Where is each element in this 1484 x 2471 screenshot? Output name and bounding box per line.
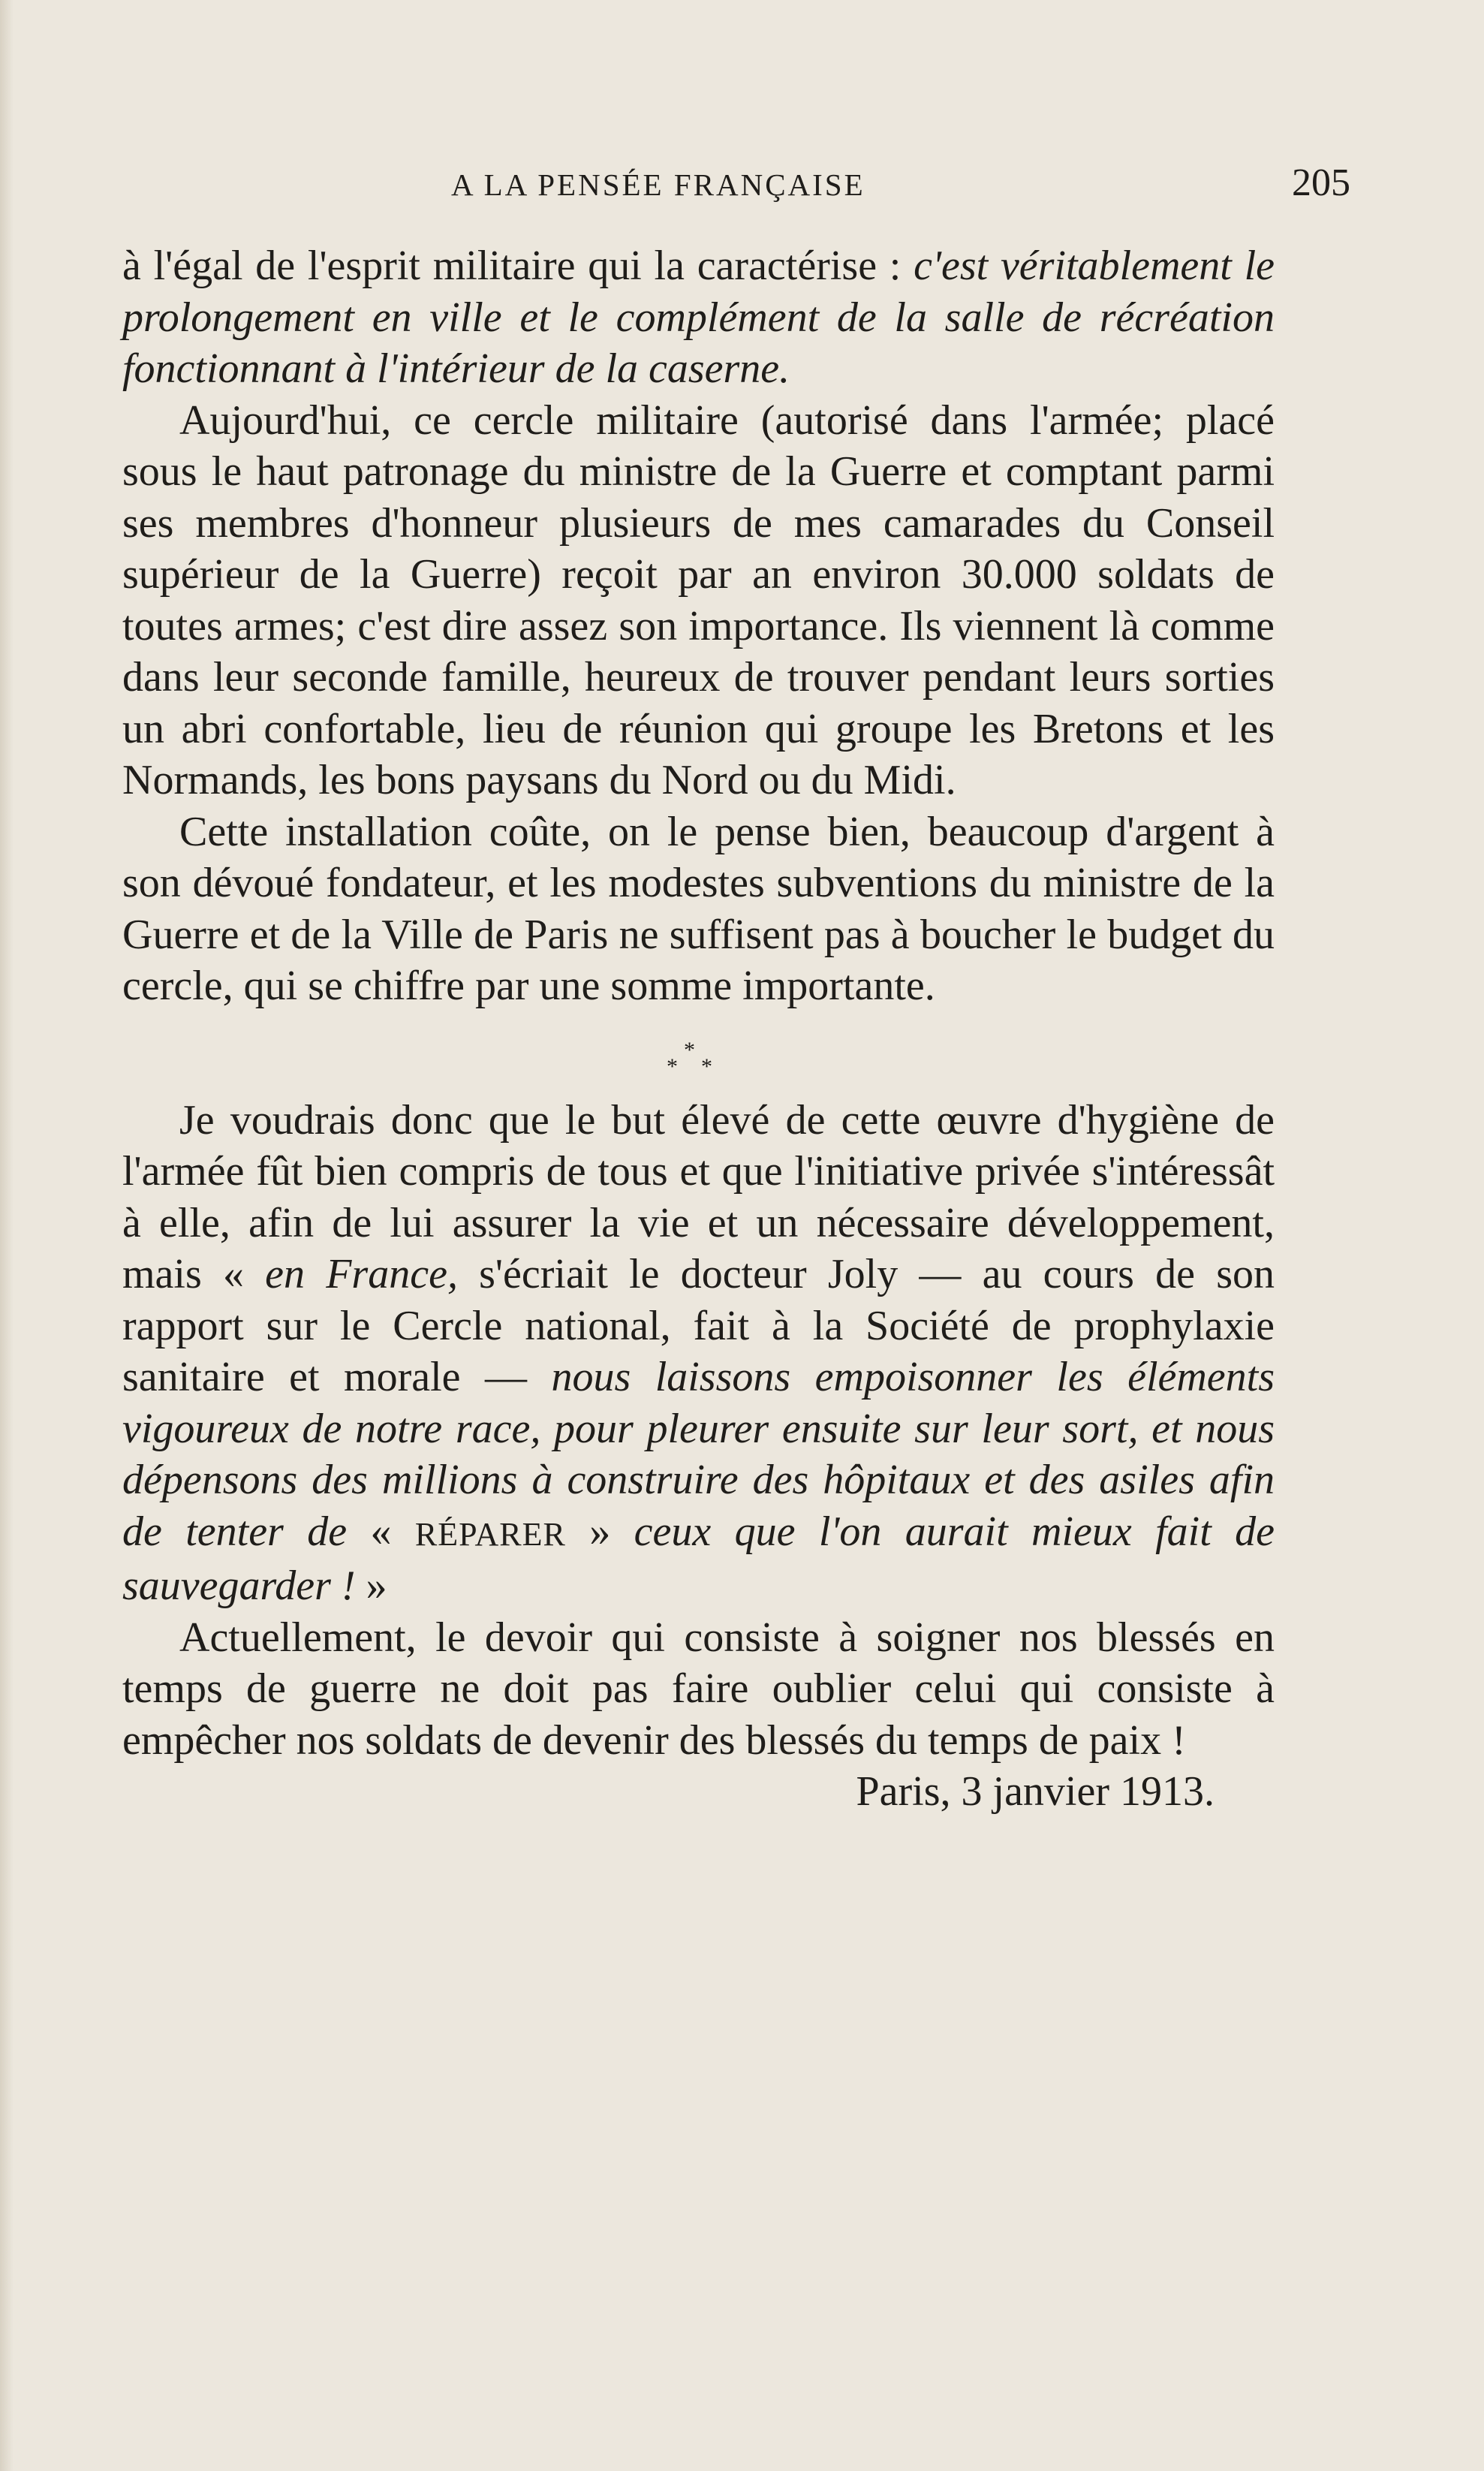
- paragraph-4-text-b: s'écriait le docteur Joly — au cours de son rapport sur le Cercle national, fait à la Société de prophylaxie sanitaire et morale —: [122, 1251, 1275, 1400]
- page-number: 205: [1292, 161, 1350, 204]
- signature-date: Paris, 3 janvier 1913.: [856, 1768, 1215, 1815]
- paragraph-1-text: à l'égal de l'esprit militaire qui la caractérise :: [122, 243, 914, 289]
- asterism-star-right: *: [701, 1053, 712, 1079]
- paragraph-2: Aujourd'hui, ce cercle militaire (autorisé dans l'armée; placé sous le haut patronage du ministre de la Guerre et comptant parmi ses membres d'honneur plusieurs de mes camarades du Conseil supérieur de la Guerre) reçoit par an environ 30.000 soldats de toutes armes; c'est dire assez son importance. Ils viennent là comme dans leur seconde famille, heureux de trouver pendant leurs sorties un abri confortable, lieu de réunion qui groupe les Bretons et les Normands, les bons paysans du Nord ou du Midi.: [122, 396, 1275, 803]
- paragraph-4-italic-3: ceux que l'on aurait mieux fait de sauvegarder !: [122, 1508, 1275, 1609]
- paragraph-4: [122, 1095, 1275, 1612]
- paragraph-4-text-a: Je voudrais donc que le but élevé de cette œuvre d'hygiène de l'armée fût bien compris de tous et que l'initiative privée s'intéressât à elle, afin de lui assurer la vie et un nécessaire développement, mais «: [122, 1096, 1275, 1297]
- paragraph-4-small-caps: RÉPARER: [414, 1515, 566, 1553]
- asterism: [122, 1012, 1275, 1095]
- paragraph-1: [122, 240, 1275, 395]
- paragraph-4-text-c: «: [347, 1508, 415, 1555]
- paragraph-5: Actuellement, le devoir qui consiste à soigner nos blessés en temps de guerre ne doit pas faire oublier celui qui consiste à empêcher nos soldats de devenir des blessés du temps de paix !: [122, 1614, 1275, 1764]
- paragraph-4-italic-1: en France,: [265, 1251, 458, 1297]
- page-gutter-shadow: [0, 0, 14, 2471]
- paragraph-3: Cette installation coûte, on le pense bien, beaucoup d'argent à son dévoué fondateur, et les modestes subventions du ministre de la Guerre et de la Ville de Paris ne suffisent pas à boucher le budget du cercle, qui se chiffre par une somme importante.: [122, 808, 1275, 1009]
- paragraph-4-text-e: »: [355, 1562, 387, 1609]
- paragraph-4-text-d: »: [565, 1508, 634, 1555]
- paragraph-4-italic-2: nous laissons empoisonner les éléments vigoureux de notre race, pour pleurer ensuite sur leur sort, et nous dépensons des millions à construire des hôpitaux et des asiles afin de tenter de: [122, 1354, 1275, 1555]
- body-text: [122, 240, 1275, 1818]
- running-title: A LA PENSÉE FRANÇAISE: [451, 167, 865, 202]
- asterism-star-top: *: [684, 1037, 695, 1062]
- paragraph-1-italic: c'est véritablement le prolongement en ville et le complément de la salle de récréation fonctionnant à l'intérieur de la caserne.: [122, 243, 1275, 392]
- running-header: [122, 161, 1350, 213]
- asterism-star-left: *: [667, 1053, 678, 1079]
